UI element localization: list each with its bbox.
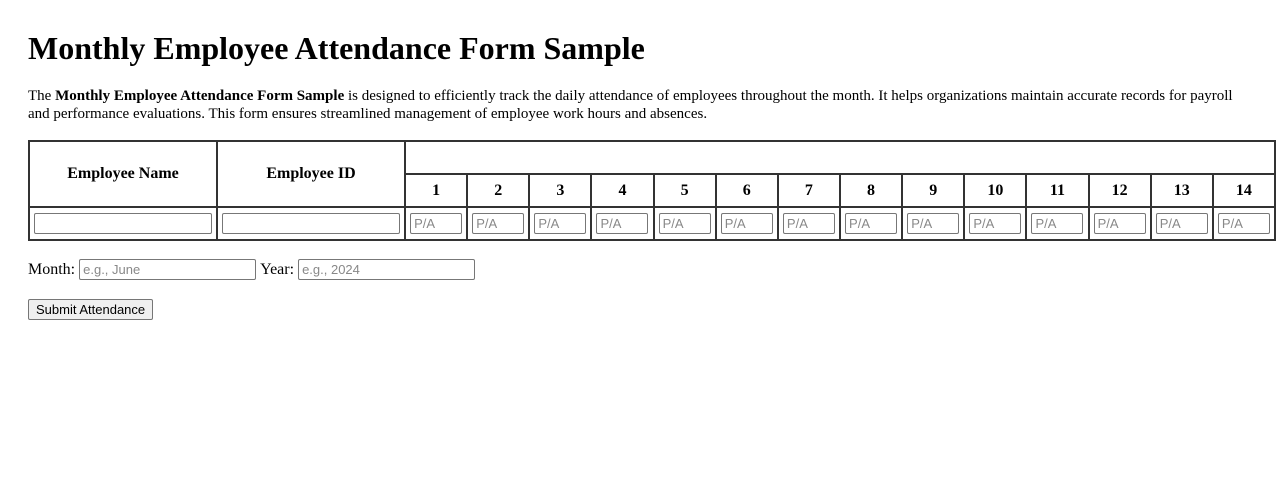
day-input-12[interactable]: P/A — [1094, 213, 1146, 234]
day-header-4: 4 — [591, 174, 653, 207]
year-input[interactable] — [298, 259, 475, 280]
employee-id-cell — [217, 207, 405, 240]
day-cell-11 — [1026, 207, 1088, 240]
day-input-8[interactable]: P/A — [845, 213, 897, 234]
day-cell-4 — [591, 207, 653, 240]
day-cell-10 — [964, 207, 1026, 240]
day-cell-7 — [778, 207, 840, 240]
day-cell-9 — [902, 207, 964, 240]
description-bold: Monthly Employee Attendance Form Sample — [55, 88, 345, 104]
day-cell-2 — [467, 207, 529, 240]
day-cell-5 — [654, 207, 716, 240]
day-input-13[interactable]: P/A — [1156, 213, 1208, 234]
day-input-10[interactable]: P/A — [969, 213, 1021, 234]
employee-id-header: Employee ID — [217, 141, 405, 207]
day-input-3[interactable]: P/A — [534, 213, 586, 234]
description-prefix: The — [28, 88, 56, 104]
day-header-8: 8 — [840, 174, 902, 207]
employee-name-input[interactable] — [34, 213, 212, 234]
day-header-12: 12 — [1089, 174, 1151, 207]
day-header-10: 10 — [964, 174, 1026, 207]
day-input-9[interactable]: P/A — [907, 213, 959, 234]
day-cell-13 — [1151, 207, 1213, 240]
day-header-14: 14 — [1213, 174, 1275, 207]
employee-name-header: Employee Name — [29, 141, 217, 207]
employee-id-input[interactable] — [222, 213, 400, 234]
day-input-7[interactable]: P/A — [783, 213, 835, 234]
day-input-5[interactable]: P/A — [659, 213, 711, 234]
description — [28, 87, 1248, 123]
day-header-13: 13 — [1151, 174, 1213, 207]
day-header-2: 2 — [467, 174, 529, 207]
day-input-2[interactable]: P/A — [472, 213, 524, 234]
period-fields — [28, 259, 1250, 280]
day-header-3: 3 — [529, 174, 591, 207]
day-input-6[interactable]: P/A — [721, 213, 773, 234]
description-suffix: is designed to efficiently track the daily attendance of employees throughout the month. It helps organizations maintain accurate records for payroll and performance evaluations. This form ensures streamlined management of employee work hours and absences. — [28, 88, 1233, 122]
month-input[interactable] — [79, 259, 256, 280]
table-row — [29, 207, 1275, 240]
day-input-4[interactable]: P/A — [596, 213, 648, 234]
day-header-7: 7 — [778, 174, 840, 207]
day-cell-3 — [529, 207, 591, 240]
days-header — [405, 141, 1275, 174]
day-cell-14 — [1213, 207, 1275, 240]
year-label: Year: — [260, 260, 295, 278]
day-header-9: 9 — [902, 174, 964, 207]
day-input-14[interactable]: P/A — [1218, 213, 1270, 234]
day-cell-12 — [1089, 207, 1151, 240]
day-header-1: 1 — [405, 174, 467, 207]
day-cell-1 — [405, 207, 467, 240]
attendance-table — [28, 140, 1276, 241]
submit-attendance-button[interactable]: Submit Attendance — [28, 299, 153, 320]
day-header-11: 11 — [1026, 174, 1088, 207]
day-cell-6 — [716, 207, 778, 240]
month-label: Month: — [28, 260, 76, 278]
day-input-1[interactable]: P/A — [410, 213, 462, 234]
page-title: Monthly Employee Attendance Form Sample — [28, 30, 645, 66]
day-header-5: 5 — [654, 174, 716, 207]
day-cell-8 — [840, 207, 902, 240]
employee-name-cell — [29, 207, 217, 240]
day-header-6: 6 — [716, 174, 778, 207]
day-input-11[interactable]: P/A — [1031, 213, 1083, 234]
